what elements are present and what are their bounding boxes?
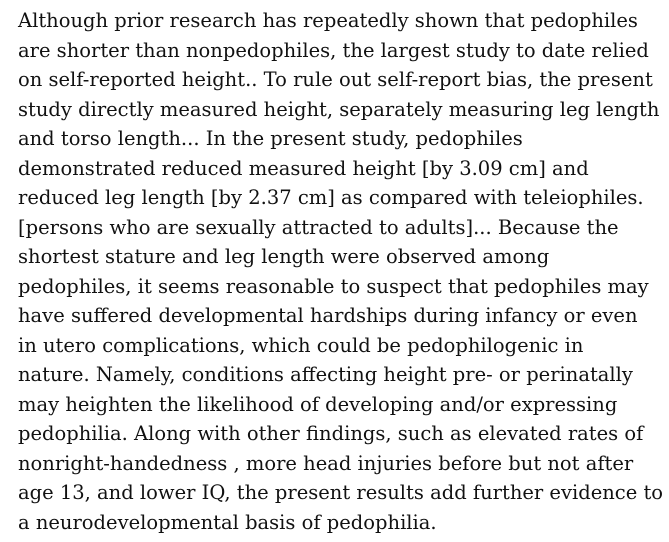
quoted-text-block	[18, 6, 664, 537]
text-line-1: Although prior research has repeatedly shown that pedophiles	[18, 9, 638, 32]
text-line-9: shortest stature and leg length were observed among	[18, 245, 550, 268]
text-line-10: pedophiles, it seems reasonable to suspect that pedophiles may	[18, 274, 649, 298]
text-line-16: nonright-handedness , more head injuries before but not after	[18, 451, 634, 475]
text-line-18: a neurodevelopmental basis of pedophilia.	[18, 510, 437, 534]
text-line-11: have suffered developmental hardships during infancy or even	[18, 304, 638, 327]
text-line-13: nature. Namely, conditions affecting height pre- or perinatally	[18, 363, 633, 386]
text-line-6: demonstrated reduced measured height [by 3.09 cm] and	[18, 156, 589, 180]
text-line-8: [persons who are sexually attracted to adults]... Because the	[18, 215, 619, 239]
text-line-3: on self-reported height.. To rule out self-report bias, the present	[18, 68, 653, 91]
text-line-15: pedophilia. Along with other findings, such as elevated rates of	[18, 422, 644, 445]
text-line-14: may heighten the likelihood of developing and/or expressing	[18, 392, 618, 416]
text-line-4: study directly measured height, separately measuring leg length	[18, 97, 660, 121]
text-line-5: and torso length... In the present study, pedophiles	[18, 127, 523, 150]
text-line-12: in utero complications, which could be pedophilogenic in	[18, 333, 584, 357]
text-line-17: age 13, and lower IQ, the present results add further evidence to	[18, 481, 664, 504]
text-line-7: reduced leg length [by 2.37 cm] as compared with teleiophiles.	[18, 186, 644, 209]
text-line-2: are shorter than nonpedophiles, the largest study to date relied	[18, 38, 649, 62]
